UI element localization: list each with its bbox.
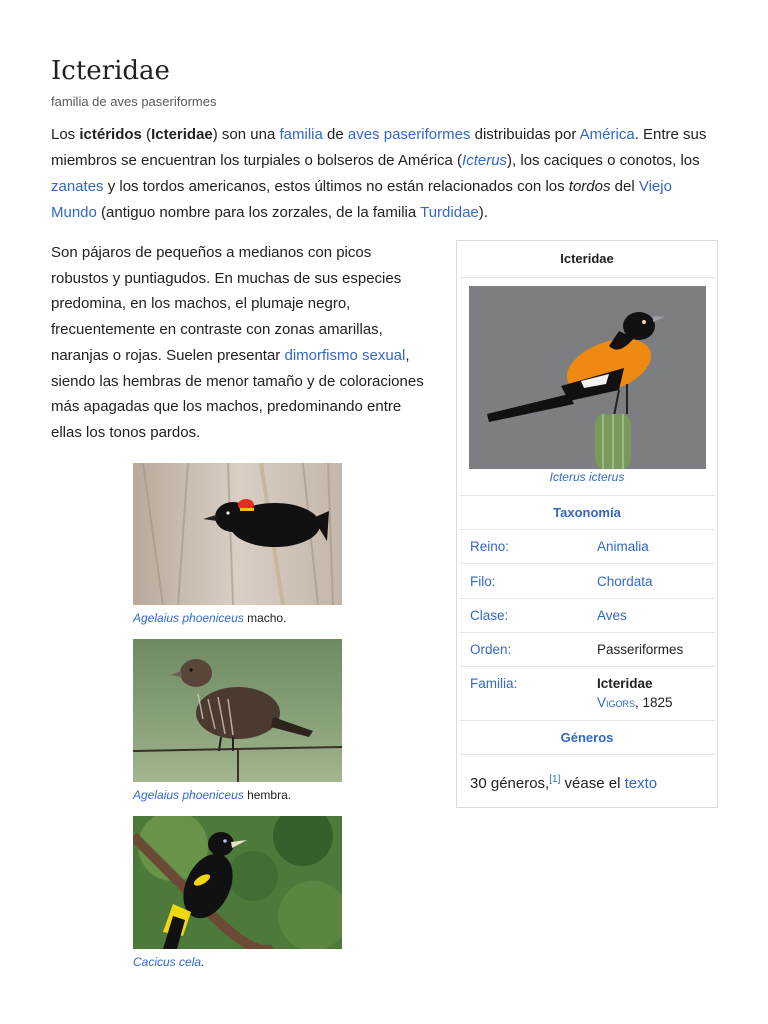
link-turdidae[interactable]: Turdidae — [420, 204, 479, 221]
intro-text: Los — [51, 126, 80, 143]
row-value[interactable]: Aves — [597, 608, 627, 623]
intro-text: ) son una — [212, 126, 280, 143]
species-link[interactable]: Icterus icterus — [549, 470, 625, 484]
genera-text: 30 géneros, — [470, 775, 550, 792]
link-aves-paseriformes[interactable]: aves paseriformes — [347, 126, 471, 143]
intro-text: y los tordos americanos, estos últimos no están relacionados con los — [103, 178, 569, 195]
intro-text: de — [322, 126, 348, 143]
page-title: Icteridae — [51, 56, 170, 86]
link-familia[interactable]: familia — [279, 126, 323, 143]
bird-photo[interactable] — [133, 639, 342, 782]
bird-photo[interactable] — [133, 816, 342, 949]
description-paragraph — [51, 240, 431, 446]
intro-text: distribuidas por — [470, 126, 580, 143]
intro-text: del — [610, 178, 639, 195]
row-value[interactable]: Animalia — [597, 539, 649, 554]
link-icterus[interactable]: Icterus — [462, 152, 508, 169]
row-value[interactable]: Chordata — [597, 574, 653, 589]
link-dimorfismo-sexual[interactable]: dimorfismo sexual — [284, 346, 406, 364]
species-link[interactable]: Agelaius phoeniceus — [133, 611, 244, 625]
authority-link[interactable]: Vigors — [597, 695, 636, 710]
taxobox — [456, 240, 718, 808]
reference-link[interactable]: [1] — [549, 774, 561, 785]
caption-text: hembra. — [243, 788, 292, 802]
figure-agelaius-hembra — [133, 639, 342, 802]
intro-text: ( — [141, 126, 152, 143]
link-america[interactable]: América — [579, 126, 635, 143]
intro-text: (antiguo nombre para los zorzales, de la familia — [96, 204, 421, 221]
species-link[interactable]: Agelaius phoeniceus — [133, 788, 244, 802]
bird-photo[interactable] — [133, 463, 342, 605]
intro-text: ). — [478, 204, 488, 221]
taxobox-row-filo — [459, 563, 715, 599]
figure-caption — [133, 955, 342, 969]
caption-text: macho. — [243, 611, 287, 625]
desc-text: , siendo las hembras de menor tamaño y de coloraciones más apagadas que los machos, predominando entre ellas los tonos pardos. — [51, 346, 424, 441]
row-key[interactable]: Orden: — [470, 642, 512, 657]
genera-header: Géneros — [459, 720, 715, 755]
genera-mid: véase el — [560, 775, 625, 792]
authority-year: , 1825 — [635, 695, 673, 710]
taxobox-caption — [457, 470, 717, 484]
taxobox-row-orden — [459, 632, 715, 667]
row-key[interactable]: Clase: — [470, 608, 509, 623]
figure-caption — [133, 611, 342, 625]
species-link[interactable]: Cacicus cela — [133, 955, 202, 969]
row-value: Passeriformes — [597, 642, 684, 657]
intro-italic-tordos: tordos — [568, 178, 611, 195]
link-viejo-mundo[interactable]: Viejo Mundo — [51, 178, 672, 221]
intro-paragraph — [51, 122, 721, 226]
taxobox-title: Icteridae — [459, 241, 715, 278]
intro-bold-icteridae: Icteridae — [151, 126, 213, 143]
intro-bold-icteridos: ictéridos — [79, 126, 142, 143]
authority — [597, 695, 673, 710]
page-subtitle: familia de aves paseriformes — [51, 94, 217, 109]
caption-text: . — [201, 955, 205, 969]
desc-text: Son pájaros de pequeños a medianos con picos robustos y puntiagudos. En muchas de sus especies predomina, en los machos, el plumaje negro, frecuentemente en contraste con zonas amarillas, naranjas o rojas. Suelen presentar — [51, 244, 402, 364]
taxobox-photo[interactable] — [469, 286, 706, 469]
link-texto[interactable]: texto — [624, 775, 658, 792]
row-key[interactable]: Filo: — [470, 574, 496, 589]
figure-cacicus-cela — [133, 816, 342, 969]
link-zanates[interactable]: zanates — [51, 178, 104, 195]
genera-row — [459, 754, 715, 805]
taxobox-row-clase — [459, 598, 715, 633]
genera-content — [470, 755, 657, 809]
intro-text: ), los caciques o conotos, los — [507, 152, 700, 169]
row-key[interactable]: Familia: — [470, 676, 518, 691]
figure-agelaius-macho — [133, 463, 342, 625]
row-value: Icteridae — [597, 676, 653, 691]
figure-caption — [133, 788, 342, 802]
taxobox-row-reino — [459, 529, 715, 564]
row-key[interactable]: Reino: — [470, 539, 510, 554]
taxobox-row-familia — [459, 666, 715, 721]
taxonomy-header: Taxonomía — [459, 495, 715, 530]
intro-text: . Entre sus miembros se encuentran los turpiales o bolseros de América ( — [51, 126, 707, 169]
